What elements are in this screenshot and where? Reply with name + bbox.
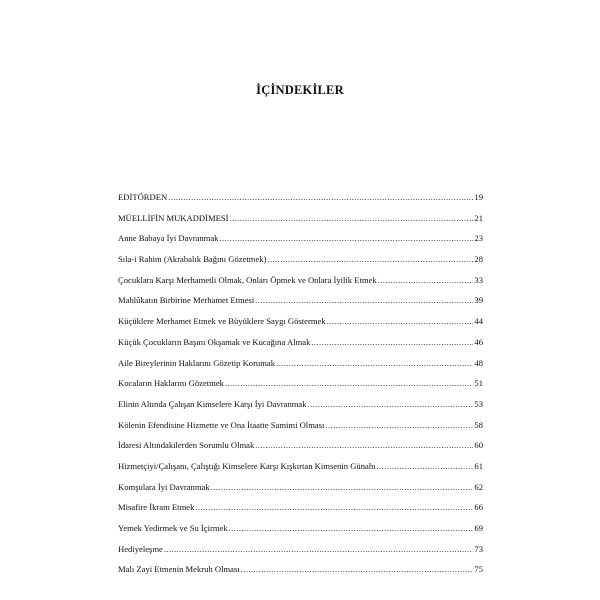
toc-entry-title: Kölenin Efendisine Hizmette ve Ona İtaatte Samimi Olması [118,419,325,430]
toc-entry-page-number: 21 [474,212,483,223]
toc-entry-page-number: 44 [474,316,483,327]
toc-dot-leader [211,482,474,492]
toc-dot-leader [241,564,474,574]
toc-entry-title: Hediyeleşme [118,543,163,554]
toc-entry-title: Misafire İkram Etmek [118,502,195,513]
toc-entry [118,502,483,523]
toc-entry-title: Komşulara İyi Davranmak [118,481,210,492]
toc-entry-page-number: 73 [474,543,483,554]
toc-dot-leader [276,358,473,368]
toc-entry [118,420,483,441]
toc-entry [118,523,483,544]
toc-dot-leader [325,420,473,430]
toc-entry-page-number: 58 [474,419,483,430]
toc-entry-title: Hizmetçiyi/Çalışanı, Çalıştığı Kimselere Karşı Kışkırtan Kimsenin Günahı [118,460,376,471]
toc-entry [118,337,483,358]
toc-dot-leader [219,233,473,243]
toc-entry-page-number: 39 [474,295,483,306]
toc-entry [118,564,483,585]
toc-entry-title: Çocuklara Karşı Merhametli Olmak, Onları Öpmek ve Onlara İyilik Etmek [118,274,377,285]
toc-entry-title: Elinin Altında Çalışan Kimselere Karşı İyi Davranmak [118,398,307,409]
toc-entry-title: Yemek Yedirmek ve Su İçirmek [118,523,228,533]
toc-dot-leader [267,254,473,264]
toc-entry [118,295,483,316]
toc-entry-title: İdaresi Altındakilerden Sorumlu Olmak [118,440,255,451]
toc-entry-page-number: 46 [474,336,483,347]
toc-entry [118,461,483,482]
toc-entry-title: Mahlûkatın Birbirine Merhamet Etmesi [118,295,255,306]
toc-entry-page-number: 33 [474,274,483,285]
toc-dot-leader [327,316,474,326]
toc-entry-page-number: 19 [474,192,483,202]
toc-entry [118,399,483,420]
toc-entry [118,192,483,213]
toc-entry-title: Küçüklere Merhamet Etmek ve Büyüklere Saygı Göstermek [118,316,326,327]
toc-entry [118,482,483,503]
toc-entry-page-number: 75 [474,564,483,575]
toc-entry-page-number: 48 [474,357,483,368]
toc-entry-title: Sıla-i Rahim (Akrabalık Bağını Gözetmek) [118,254,267,265]
toc-entry-title: Aile Bireylerinin Haklarını Gözetip Korumak [118,357,276,368]
toc-dot-leader [229,523,474,533]
toc-entry [118,254,483,275]
toc-entry-title: Kocaların Haklarını Gözetmek [118,378,224,389]
toc-entry-page-number: 28 [474,254,483,265]
toc-entry [118,358,483,379]
toc-dot-leader [255,440,473,450]
toc-dot-leader [195,502,473,512]
toc-entry [118,275,483,296]
toc-entry-page-number: 23 [474,233,483,244]
toc-entry-page-number: 62 [474,481,483,492]
toc-dot-leader [164,544,474,554]
toc-entry-title: Malı Zayi Etmenin Mekruh Olması [118,564,240,575]
toc-dot-leader [225,378,473,388]
toc-entry-page-number: 61 [474,460,483,471]
toc-dot-leader [311,337,473,347]
toc-dot-leader [308,399,474,409]
toc-entry-page-number: 60 [474,440,483,451]
table-of-contents [118,192,483,585]
toc-entry-title: EDİTÖRDEN [118,192,168,202]
toc-entry [118,378,483,399]
toc-entry [118,213,483,234]
toc-entry-page-number: 69 [474,523,483,533]
toc-dot-leader [377,461,474,471]
toc-entry-title: Anne Babaya İyi Davranmak [118,233,219,244]
toc-entry-page-number: 51 [474,378,483,389]
toc-dot-leader [168,192,473,202]
toc-entry-title: Küçük Çocukların Başını Okşamak ve Kucağına Almak [118,336,311,347]
toc-entry [118,440,483,461]
toc-entry [118,316,483,337]
toc-dot-leader [378,275,474,285]
toc-dot-leader [255,295,473,305]
page-title: İÇİNDEKİLER [256,83,344,97]
toc-dot-leader [230,213,474,223]
toc-entry-page-number: 66 [474,502,483,513]
toc-entry [118,233,483,254]
toc-entry [118,544,483,565]
toc-entry-title: MÜELLİFİN MUKADDİMESİ [118,212,229,223]
toc-entry-page-number: 53 [474,398,483,409]
